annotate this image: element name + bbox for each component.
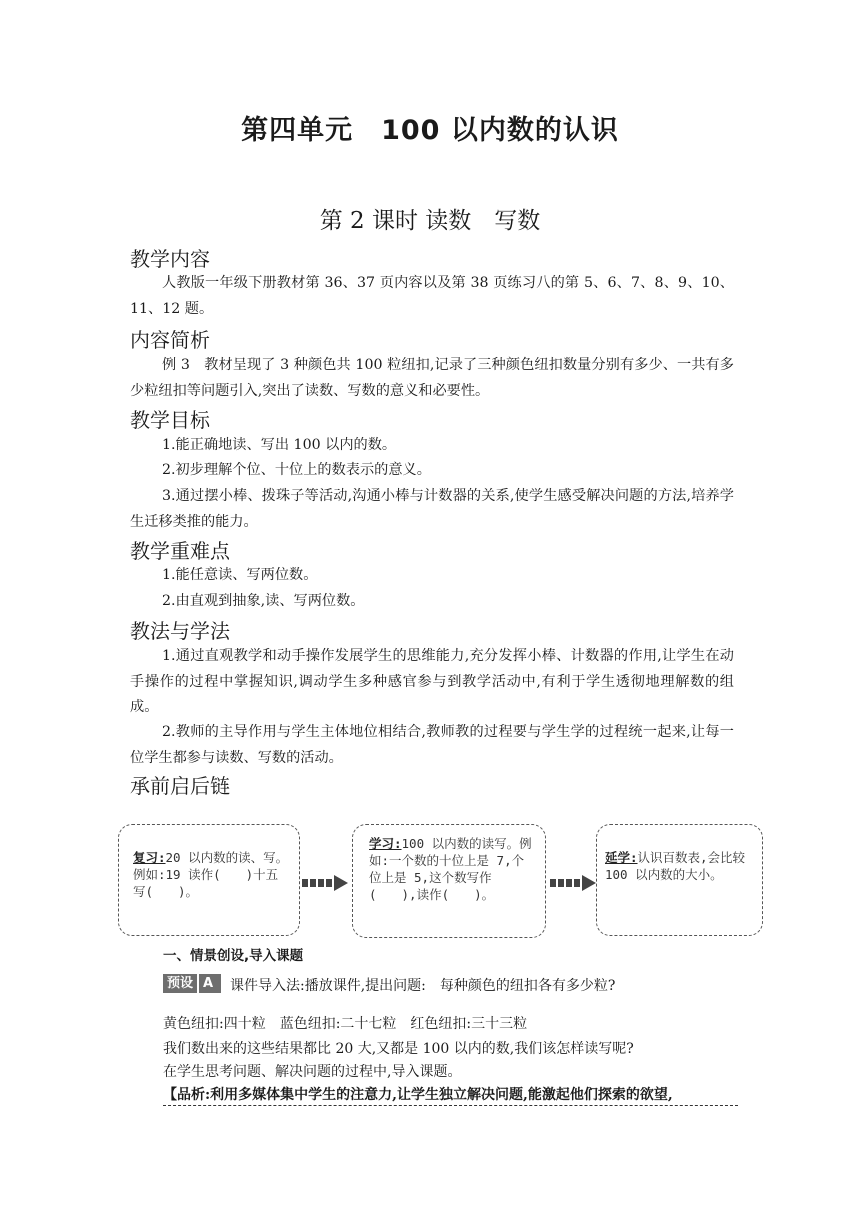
preset-badge-letter: A [203,976,214,991]
body-line: 黄色纽扣:四十粒 蓝色纽扣:二十七粒 红色纽扣:三十三粒 [163,1016,528,1032]
extend-text: 认识百数表,会比较 100 以内数的大小。 [605,850,746,882]
review-text: 20 以内数的读、写。例如:19 读作( )十五写( )。 [133,850,289,899]
study-box-body [353,825,545,903]
body-line: 在学生思考问题、解决问题的过程中,导入课题。 [163,1064,462,1080]
goal-item: 1.能正确地读、写出 100 以内的数。 [162,437,397,453]
method-item: 2.教师的主导作用与学生主体地位相结合,教师教的过程要与学生学的过程统一起来,让每一位学生都参与读数、写数的活动。 [130,724,734,766]
goal-item: 2.初步理解个位、十位上的数表示的意义。 [162,462,431,478]
review-label: 复习: [133,850,166,865]
intro-text: 课件导入法:播放课件,提出问题: 每种颜色的纽扣各有多少粒? [230,978,616,994]
review-box [118,824,300,936]
analysis-text: 例 3 教材呈现了 3 种颜色共 100 粒纽扣,记录了三种颜色纽扣数量分别有多少、一共有多少粒纽扣等问题引入,突出了读数、写数的意义和必要性。 [130,357,734,399]
heading-methods: 教法与学法 [130,619,230,643]
heading-analysis: 内容简析 [130,328,210,352]
lesson-title: 第 2 课时 读数 写数 [319,208,541,234]
arrow-right-icon [550,875,596,891]
goal-item: 3.通过摆小棒、拨珠子等活动,沟通小棒与计数器的关系,使学生感受解决问题的方法,培养学生迁移类推的能力。 [130,488,734,530]
heading-chain: 承前启后链 [130,774,230,798]
key-point-item: 2.由直观到抽象,读、写两位数。 [162,593,365,609]
content-text: 人教版一年级下册教材第 36、37 页内容以及第 38 页练习八的第 5、6、7、8、9、10、11、12 题。 [130,275,734,317]
study-label: 学习: [369,836,402,851]
arrow-right-icon [302,875,348,891]
body-line: 我们数出来的这些结果都比 20 大,又都是 100 以内的数,我们该怎样读写呢? [163,1041,634,1057]
unit-title: 第四单元 100 以内数的认识 [241,115,619,146]
heading-key-points: 教学重难点 [130,539,230,563]
review-box-body [119,825,299,900]
section-title: 一、情景创设,导入课题 [163,948,304,964]
key-point-item: 1.能任意读、写两位数。 [162,567,318,583]
extend-label: 延学: [605,850,638,865]
study-text: 100 以内数的读写。例如:一个数的十位上是 7,个位上是 5,这个数写作( ),读作( )。 [369,836,532,902]
extend-box [596,824,763,936]
preset-badge-label: 预设 [163,974,199,993]
method-item: 1.通过直观教学和动手操作发展学生的思维能力,充分发挥小棒、计数器的作用,让学生在动手操作的过程中掌握知识,调动学生多种感官参与到教学活动中,有利于学生透彻地理解数的组成。 [130,648,734,715]
study-box [352,824,546,938]
preset-badge [163,974,221,993]
extend-box-body [597,825,762,883]
heading-content: 教学内容 [130,247,210,271]
analysis-note: 【品析:利用多媒体集中学生的注意力,让学生独立解决问题,能激起他们探索的欲望, [163,1085,738,1106]
heading-goals: 教学目标 [130,408,210,432]
